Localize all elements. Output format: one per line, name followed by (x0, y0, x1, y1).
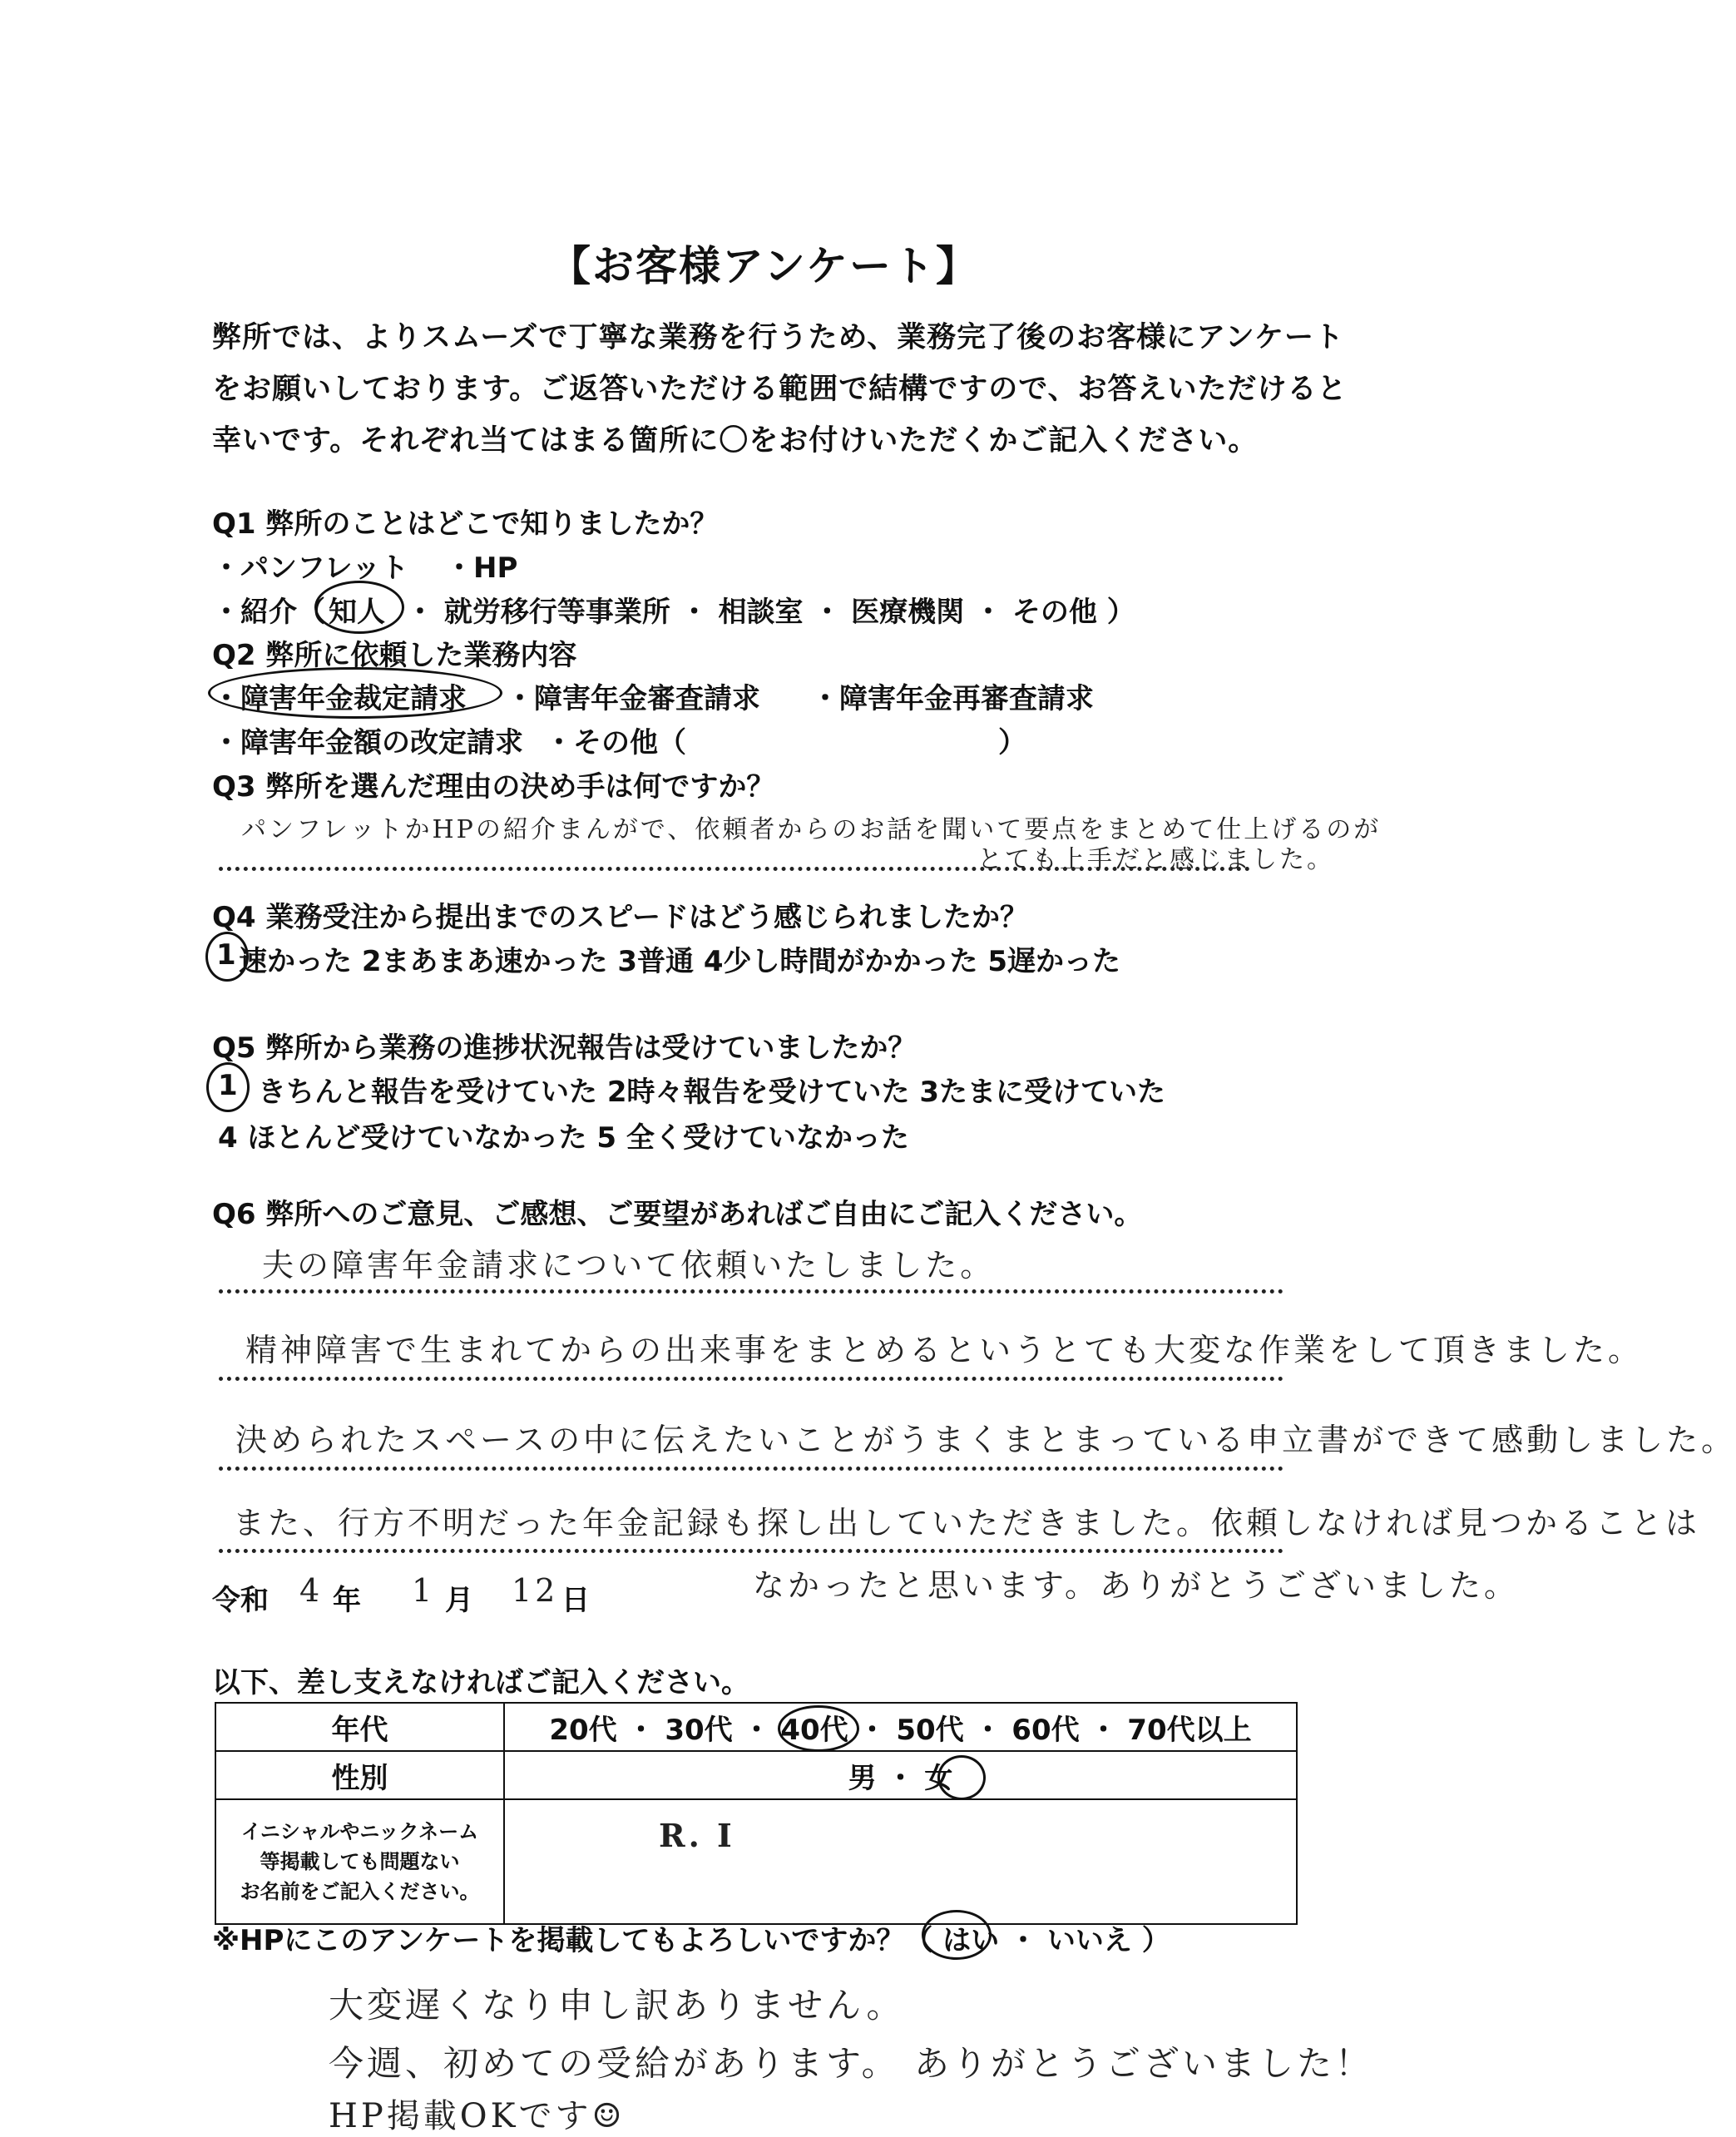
date-day-label: 日 (561, 1584, 590, 1617)
q2-question: Q2 弊所に依頼した業務内容 (212, 639, 577, 672)
intro-line-2: をお願いしております。ご返答いただける範囲で結構ですので、お答えいただけると (212, 373, 1348, 406)
q1-option-others: ・ 就労移行等事業所 ・ 相談室 ・ 医療機関 ・ その他 ） (406, 596, 1135, 629)
age-options: 20代 ・ 30代 ・ 40代 ・ 50代 ・ 60代 ・ 70代以上 (504, 1703, 1297, 1751)
selection-circle (208, 667, 502, 719)
q2-option-other: ・その他（ (545, 726, 686, 759)
answer-line (219, 1549, 1283, 1553)
q2-option-other-close: ） (998, 726, 1026, 759)
answer-line (219, 1377, 1283, 1381)
date-era: 令和 (212, 1584, 269, 1617)
answer-line (219, 1289, 1283, 1294)
q2-option-revision: ・障害年金額の改定請求 (212, 726, 523, 759)
q6-answer-line-3: 決められたスペースの中に伝えたいことがうまくまとまっている申立書ができて感動しました。 (235, 1422, 1736, 1458)
date-month-value: 1 (412, 1572, 436, 1609)
selection-circle (314, 581, 404, 634)
date-month-label: 月 (445, 1584, 473, 1617)
q3-question: Q3 弊所を選んだ理由の決め手は何ですか？ (212, 770, 775, 804)
q4-option-1-number: 1 (216, 938, 236, 972)
q2-option-review: ・障害年金審査請求 (506, 682, 760, 715)
q5-question: Q5 弊所から業務の進捗状況報告は受けていましたか？ (212, 1031, 917, 1065)
q6-question: Q6 弊所へのご意見、ご感想、ご要望があればご自由にご記入ください。 (212, 1198, 1143, 1231)
date-day-value: 12 (512, 1572, 559, 1609)
gender-options: 男 ・ 女 (504, 1751, 1297, 1799)
date-year-label: 年 (333, 1584, 361, 1617)
q1-option-acquaintance: 知人 (329, 596, 385, 629)
selection-circle (937, 1755, 986, 1800)
date-year-value: 4 (299, 1572, 324, 1609)
optional-heading: 以下、差し支えなければご記入ください。 (212, 1666, 749, 1699)
selection-circle (922, 1910, 992, 1960)
q4-question: Q4 業務受注から提出までのスピードはどう感じられましたか？ (212, 901, 1029, 934)
gender-label: 性別 (215, 1751, 504, 1799)
answer-line (219, 1467, 1283, 1471)
name-value-cell (504, 1799, 1297, 1924)
q2-option-rereview: ・障害年金再審査請求 (811, 682, 1094, 715)
intro-line-3: 幸いです。それぞれ当てはまる箇所に〇をお付けいただくかご記入ください。 (212, 424, 1259, 458)
selection-circle (778, 1705, 859, 1752)
answer-line (219, 867, 1250, 871)
name-value: R. I (659, 1817, 735, 1854)
name-label-line-1: イニシャルやニックネーム (240, 1820, 479, 1843)
footer-note-line-3: HP掲載OKです☺ (329, 2097, 626, 2135)
age-label: 年代 (215, 1703, 504, 1751)
q6-answer-line-5: なかったと思います。ありがとうございました。 (753, 1567, 1519, 1604)
q5-option-1-number: 1 (218, 1069, 238, 1102)
q6-answer-line-4: また、行方不明だった年金記録も探し出していただきました。依頼しなければ見つかることは (233, 1505, 1701, 1541)
name-label-line-2: 等掲載しても問題ない (260, 1850, 460, 1873)
q3-answer-line-1: パンフレットかHPの紹介まんがで、依頼者からのお話を聞いて要点をまとめて仕上げるのが (241, 815, 1382, 844)
info-table (215, 1702, 1298, 1925)
name-label-cell (215, 1799, 504, 1924)
q4-options: 速かった 2まあまあ速かった 3普通 4少し時間がかかった 5遅かった (239, 945, 1120, 978)
name-label-line-3: お名前をご記入ください。 (240, 1880, 480, 1903)
q1-option-pamphlet: ・パンフレット (212, 552, 409, 585)
selection-circle (206, 1062, 250, 1112)
q5-options-line-1: きちんと報告を受けていた 2時々報告を受けていた 3たまに受けていた (258, 1076, 1165, 1109)
q2-option-initial-claim: ・障害年金裁定請求 (212, 682, 467, 715)
q1-option-referral: ・紹介（ (212, 596, 325, 629)
q6-answer-line-2: 精神障害で生まれてからの出来事をまとめるというとても大変な作業をして頂きました。 (245, 1332, 1644, 1368)
q6-answer-line-1: 夫の障害年金請求について依頼いたしました。 (262, 1247, 996, 1284)
intro-line-1: 弊所では、よりスムーズで丁寧な業務を行うため、業務完了後のお客様にアンケート (212, 321, 1345, 354)
q1-option-hp: ・HP (445, 552, 518, 585)
footer-note-line-2: 今週、初めての受給があります。 ありがとうございました！ (329, 2043, 1373, 2084)
page-title: 【お客様アンケート】 (549, 242, 979, 290)
q3-answer-line-2: とても上手だと感じました。 (977, 845, 1334, 874)
q5-options-line-2: 4 ほとんど受けていなかった 5 全く受けていなかった (218, 1121, 909, 1155)
q1-question: Q1 弊所のことはどこで知りましたか？ (212, 507, 719, 541)
footer-note-line-1: 大変遅くなり申し訳ありません。 (329, 1985, 905, 2026)
hp-permission-question: ※HPにこのアンケートを掲載してもよろしいですか？（ はい ・ いいえ ） (212, 1924, 1170, 1957)
